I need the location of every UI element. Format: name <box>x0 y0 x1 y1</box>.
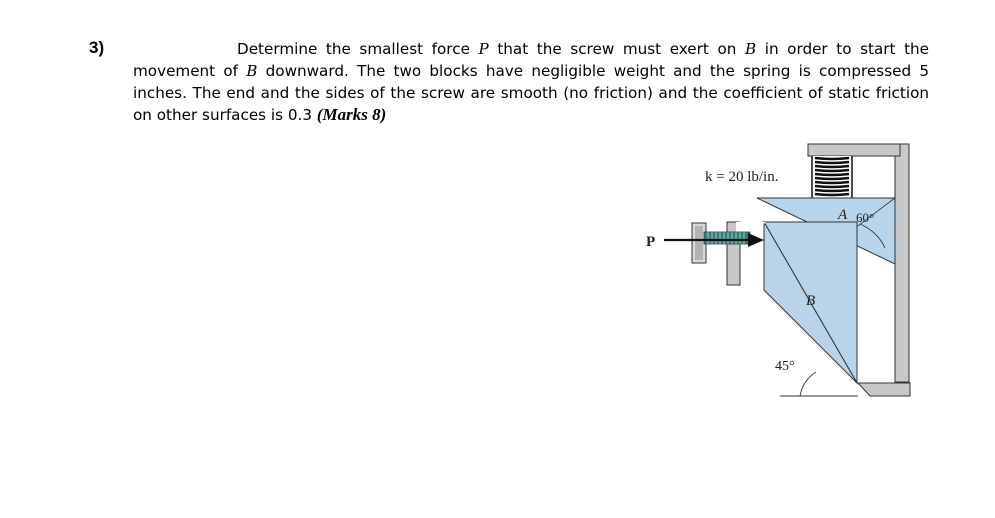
variable-b: B <box>744 40 757 58</box>
marks-label: (Marks 8) <box>316 105 387 124</box>
question-text-part4: downward. The two blocks have negligible weight and the spring is compressed 5 inches. The end and the sides of the screw are smooth (no friction) and the coefficient of static friction on other surfaces is 0.3 <box>133 62 929 124</box>
question-text-part2: that the screw must exert on <box>488 40 745 58</box>
block-b-label: B <box>806 293 816 309</box>
question-number: 3) <box>89 38 105 57</box>
block-a-label: A <box>838 207 848 223</box>
block-b-angle-arc <box>800 372 816 396</box>
right-wall <box>895 144 909 382</box>
angle-60-label: 60° <box>856 210 875 225</box>
question-text-part3: in order to start the movement of <box>133 40 929 80</box>
angle-45-label: 45° <box>775 359 795 374</box>
variable-b-2: B <box>246 62 258 80</box>
force-arrow-head <box>748 233 764 247</box>
spring-constant-label: k = 20 lb/in. <box>705 169 779 185</box>
question-text-part1: Determine the smallest force <box>237 40 479 58</box>
bottom-ledge <box>858 383 910 396</box>
ceiling-support <box>808 144 900 156</box>
variable-p: P <box>478 40 489 58</box>
spring <box>812 156 852 198</box>
force-p-label: P <box>646 234 656 250</box>
